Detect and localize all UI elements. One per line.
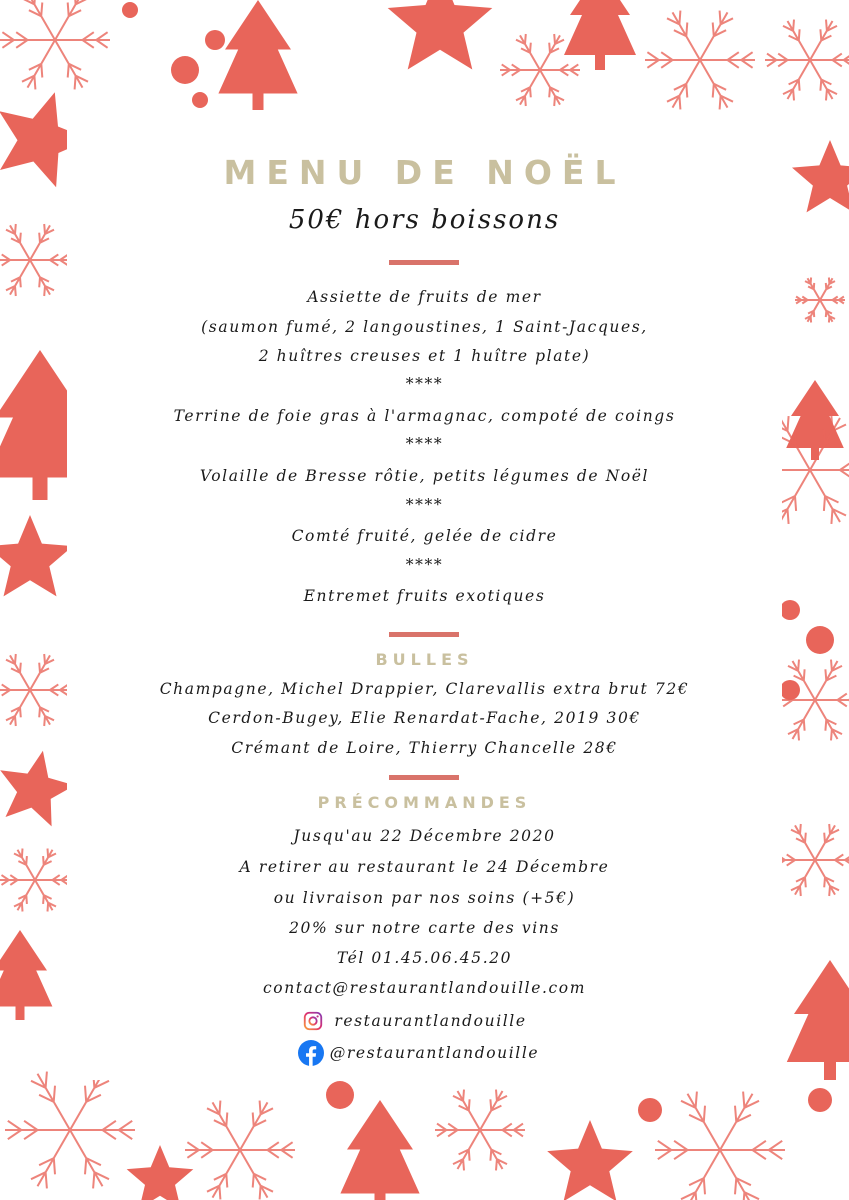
facebook-link[interactable] bbox=[0, 1040, 843, 1066]
precommandes-heading: PRÉCOMMANDES bbox=[317, 793, 532, 812]
preorder-deadline: Jusqu'au 22 Décembre 2020 bbox=[293, 827, 556, 845]
snowflake-icon bbox=[645, 11, 755, 110]
course-separator: **** bbox=[405, 375, 444, 393]
star-icon bbox=[547, 1120, 633, 1200]
instagram-link[interactable] bbox=[0, 1010, 839, 1032]
tree-trunk bbox=[595, 55, 605, 70]
bulles-heading: BULLES bbox=[375, 650, 474, 669]
snowflake-icon bbox=[765, 20, 849, 101]
snowflake-icon bbox=[0, 224, 70, 296]
snowflake-icon bbox=[500, 34, 580, 106]
snowflake-icon bbox=[435, 1090, 525, 1171]
instagram-icon bbox=[302, 1010, 324, 1032]
menu-course: Comté fruité, gelée de cidre bbox=[291, 527, 558, 545]
menu-course: Terrine de foie gras à l'armagnac, compoté de coings bbox=[173, 407, 676, 425]
wine-discount: 20% sur notre carte des vins bbox=[289, 919, 560, 937]
menu-course: Assiette de fruits de mer bbox=[307, 288, 542, 306]
star-icon bbox=[0, 751, 75, 827]
snowflake-icon bbox=[5, 1072, 135, 1189]
ornament-dot bbox=[205, 30, 225, 50]
menu-title: MENU DE NOËL bbox=[223, 153, 626, 192]
star-icon bbox=[127, 1145, 194, 1200]
facebook-icon bbox=[298, 1040, 324, 1066]
wine-item: Crémant de Loire, Thierry Chancelle 28€ bbox=[231, 739, 618, 757]
menu-course: Entremet fruits exotiques bbox=[303, 587, 546, 605]
phone-number[interactable]: Tél 01.45.06.45.20 bbox=[336, 949, 513, 967]
ornament-dot bbox=[192, 92, 208, 108]
instagram-handle: restaurantlandouille bbox=[334, 1012, 527, 1030]
divider bbox=[389, 260, 459, 265]
divider bbox=[389, 775, 459, 780]
preorder-delivery: ou livraison par nos soins (+5€) bbox=[273, 889, 576, 907]
tree-icon bbox=[340, 1100, 419, 1194]
divider bbox=[389, 632, 459, 637]
preorder-pickup: A retirer au restaurant le 24 Décembre bbox=[239, 858, 610, 876]
facebook-handle: @restaurantlandouille bbox=[329, 1044, 540, 1062]
course-separator: **** bbox=[405, 496, 444, 514]
ornament-dot bbox=[638, 1098, 662, 1122]
menu-course: (saumon fumé, 2 langoustines, 1 Saint-Jacques, bbox=[201, 318, 648, 336]
snowflake-icon bbox=[0, 0, 110, 89]
snowflake-icon bbox=[655, 1092, 785, 1200]
wine-item: Cerdon-Bugey, Elie Renardat-Fache, 2019 30€ bbox=[208, 709, 641, 727]
menu-course: Volaille de Bresse rôtie, petits légumes de Noël bbox=[199, 467, 650, 485]
ornament-dot bbox=[808, 1088, 832, 1112]
tree-icon bbox=[564, 0, 636, 55]
ornament-dot bbox=[171, 56, 199, 84]
tree-trunk bbox=[253, 94, 264, 111]
star-icon bbox=[388, 0, 493, 70]
ornament-dot bbox=[122, 2, 138, 18]
contact-email[interactable]: contact@restaurantlandouille.com bbox=[262, 979, 587, 997]
tree-icon bbox=[218, 0, 297, 94]
menu-course: 2 huîtres creuses et 1 huître plate) bbox=[258, 347, 591, 365]
menu-price: 50€ hors boissons bbox=[288, 205, 561, 235]
course-separator: **** bbox=[405, 556, 444, 574]
snowflake-icon bbox=[185, 1101, 295, 1200]
course-separator: **** bbox=[405, 435, 444, 453]
ornament-dot bbox=[326, 1081, 354, 1109]
wine-item: Champagne, Michel Drappier, Clarevallis extra brut 72€ bbox=[159, 680, 690, 698]
tree-trunk bbox=[375, 1194, 386, 1200]
